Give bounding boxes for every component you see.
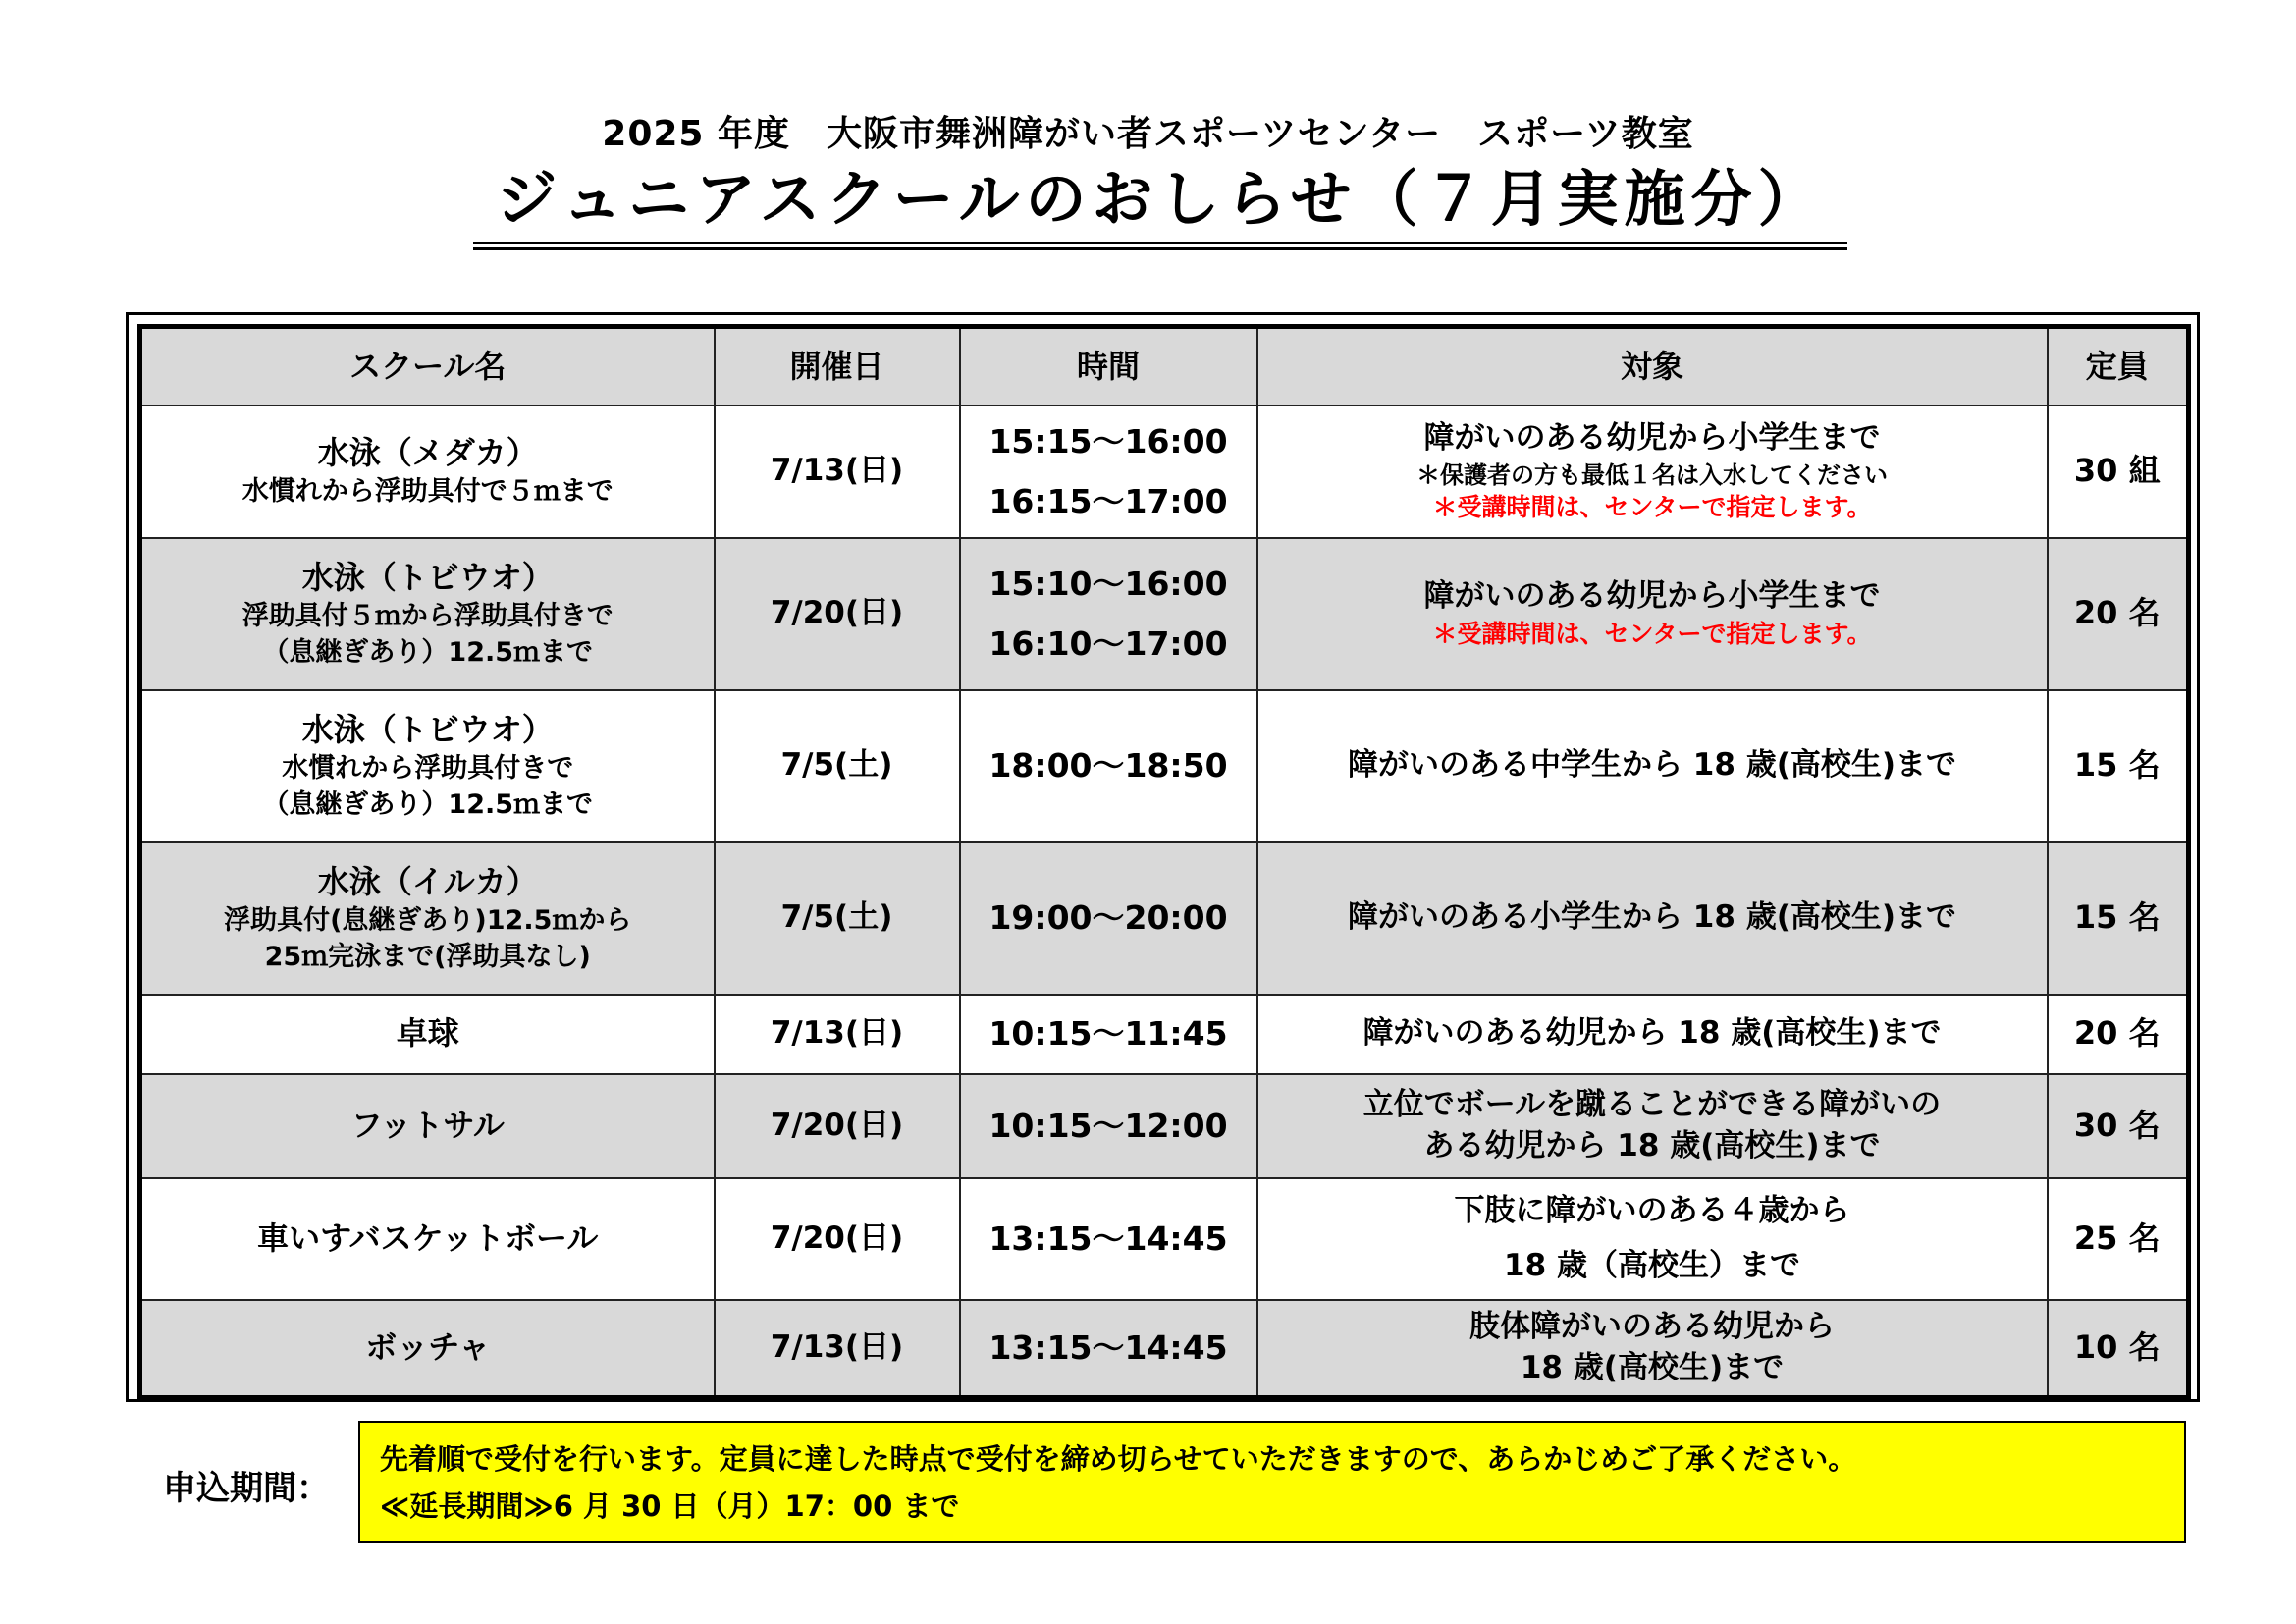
target-text: ある幼児から 18 歳(高校生)まで: [1423, 1127, 1881, 1164]
target-cell: [1257, 406, 2048, 538]
school-name: 水泳（トビウオ）: [301, 710, 554, 748]
capacity-cell: 30 組: [2048, 406, 2189, 538]
time-cell: [960, 406, 1257, 538]
school-description: 水慣れから浮助具付で５ｍまで: [241, 476, 614, 508]
header-time: 時間: [960, 327, 1257, 406]
date-cell: 7/20(日): [715, 1074, 960, 1178]
table-row: [140, 842, 2189, 995]
table-row: [140, 538, 2189, 690]
school-description: （息継ぎあり）12.5ｍまで: [262, 788, 594, 820]
date-cell: 7/13(日): [715, 995, 960, 1074]
target-text: 立位でボールを蹴ることができる障がいの: [1362, 1086, 1942, 1122]
schedule-table: [137, 324, 2191, 1400]
time-slot: 15:15～16:00: [988, 421, 1228, 460]
target-text: 下肢に障がいのある４歳から: [1454, 1192, 1850, 1228]
table-row: [140, 1074, 2189, 1178]
school-description: 25ｍ完泳まで(浮助具なし): [264, 941, 591, 972]
table-row: [140, 690, 2189, 842]
time-cell: 13:15～14:45: [960, 1300, 1257, 1398]
target-cell: 障がいのある中学生から 18 歳(高校生)まで: [1257, 690, 2048, 842]
target-cell: [1257, 1300, 2048, 1398]
application-notice-box: [358, 1421, 2186, 1543]
school-name: 水泳（トビウオ）: [301, 558, 554, 596]
capacity-cell: 25 名: [2048, 1178, 2189, 1300]
time-cell: 10:15～12:00: [960, 1074, 1257, 1178]
target-text: 障がいのある幼児から小学生まで: [1423, 420, 1881, 456]
target-red-note: ＊受講時間は、センターで指定します。: [1432, 620, 1872, 649]
school-name-cell: ボッチャ: [140, 1300, 715, 1398]
target-text: 18 歳（高校生）まで: [1504, 1247, 1800, 1283]
time-slot: 16:10～17:00: [988, 624, 1228, 663]
date-cell: 7/5(土): [715, 690, 960, 842]
date-cell: 7/13(日): [715, 406, 960, 538]
table-row: [140, 1300, 2189, 1398]
school-name-cell: [140, 538, 715, 690]
capacity-cell: 15 名: [2048, 842, 2189, 995]
time-cell: 19:00～20:00: [960, 842, 1257, 995]
capacity-cell: 10 名: [2048, 1300, 2189, 1398]
time-cell: 18:00～18:50: [960, 690, 1257, 842]
schedule-table-frame: [126, 312, 2200, 1402]
date-cell: 7/5(土): [715, 842, 960, 995]
time-cell: 10:15～11:45: [960, 995, 1257, 1074]
header-date: 開催日: [715, 327, 960, 406]
capacity-cell: 20 名: [2048, 995, 2189, 1074]
school-name-cell: フットサル: [140, 1074, 715, 1178]
target-text: 障がいのある幼児から小学生まで: [1423, 578, 1881, 615]
school-description: 浮助具付(息継ぎあり)12.5ｍから: [224, 905, 632, 937]
table-header-row: [140, 327, 2189, 406]
target-cell: 障がいのある小学生から 18 歳(高校生)まで: [1257, 842, 2048, 995]
school-name-cell: 卓球: [140, 995, 715, 1074]
target-cell: [1257, 1178, 2048, 1300]
table-row: [140, 995, 2189, 1074]
school-description: 水慣れから浮助具付きで: [282, 753, 574, 785]
time-cell: 13:15～14:45: [960, 1178, 1257, 1300]
application-notice-line: 先着順で受付を行います。定員に達した時点で受付を締め切らせていただきますので、あらかじめご了承ください。: [380, 1442, 1857, 1476]
title-underline: [473, 157, 1847, 244]
date-cell: 7/13(日): [715, 1300, 960, 1398]
target-cell: [1257, 1074, 2048, 1178]
capacity-cell: 15 名: [2048, 690, 2189, 842]
school-name-cell: [140, 690, 715, 842]
school-name-cell: 車いすバスケットボール: [140, 1178, 715, 1300]
school-name: 水泳（イルカ）: [317, 862, 538, 900]
target-text: 18 歳(高校生)まで: [1520, 1349, 1785, 1385]
capacity-cell: 30 名: [2048, 1074, 2189, 1178]
document-subtitle: 2025 年度 大阪市舞洲障がい者スポーツセンター スポーツ教室: [602, 114, 1694, 154]
school-name: 水泳（メダカ）: [317, 434, 538, 472]
header-school-name: スクール名: [140, 327, 715, 406]
school-description: （息継ぎあり）12.5ｍまで: [262, 636, 594, 668]
capacity-cell: 20 名: [2048, 538, 2189, 690]
time-slot: 15:10～16:00: [988, 564, 1228, 603]
time-cell: [960, 538, 1257, 690]
application-extension-line: ≪延長期間≫6 月 30 日（月）17：00 まで: [380, 1489, 960, 1523]
header-capacity: 定員: [2048, 327, 2189, 406]
target-text: 肢体障がいのある幼児から: [1469, 1308, 1835, 1344]
header-target: 対象: [1257, 327, 2048, 406]
application-period-label: 申込期間：: [163, 1469, 330, 1508]
date-cell: 7/20(日): [715, 1178, 960, 1300]
document-title: ジュニアスクールのおしらせ（７月実施分）: [496, 163, 1825, 235]
date-cell: 7/20(日): [715, 538, 960, 690]
target-cell: 障がいのある幼児から 18 歳(高校生)まで: [1257, 995, 2048, 1074]
target-note: ＊保護者の方も最低１名は入水してください: [1416, 460, 1888, 489]
target-red-note: ＊受講時間は、センターで指定します。: [1432, 493, 1872, 522]
table-row: [140, 406, 2189, 538]
table-row: [140, 1178, 2189, 1300]
school-description: 浮助具付５ｍから浮助具付きで: [241, 601, 614, 632]
school-name-cell: [140, 842, 715, 995]
target-cell: [1257, 538, 2048, 690]
time-slot: 16:15～17:00: [988, 482, 1228, 520]
school-name-cell: [140, 406, 715, 538]
